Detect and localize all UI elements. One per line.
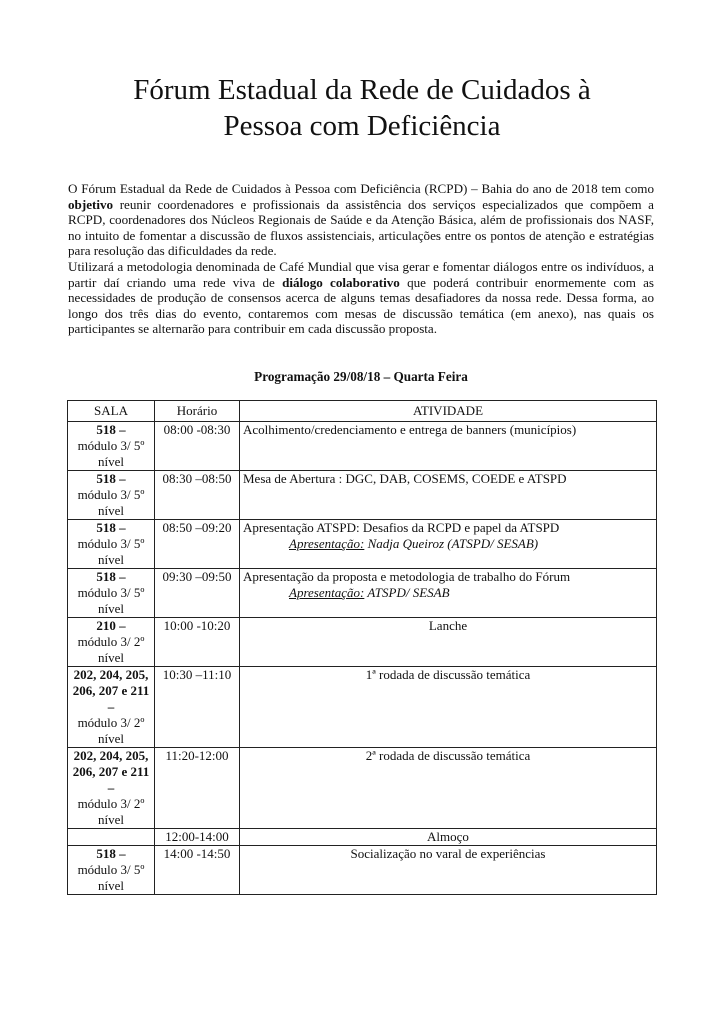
intro-p2-text-b: que poderá contribuir enormemente com as necessidades de produção de consensos acerca de alguns temas desafiadores da nossa rede. Dessa forma, ao longo dos três dias do evento, contaremos com mesas de discussão temática (em anexo), nas quais os participantes se alternarão para contribuir em cada discussão proposta. xyxy=(68,274,654,337)
horario-cell: 10:00 -10:20 xyxy=(155,618,240,667)
table-row xyxy=(68,846,657,895)
sala-location: módulo 3/ 2º nível xyxy=(77,796,145,827)
intro-paragraph-1 xyxy=(68,181,654,259)
atividade-cell xyxy=(240,471,657,520)
sala-cell xyxy=(68,422,155,471)
atividade-text: Socialização no varal de experiências xyxy=(350,846,546,861)
table-row xyxy=(68,667,657,748)
sala-cell xyxy=(68,471,155,520)
sala-location: módulo 3/ 5º nível xyxy=(77,536,145,567)
sala-location: módulo 3/ 5º nível xyxy=(77,487,145,518)
intro-p1-text-a: O Fórum Estadual da Rede de Cuidados à Pessoa com Deficiência (RCPD) – Bahia do ano de 2018 tem como xyxy=(68,181,654,196)
schedule-table xyxy=(67,400,657,895)
horario-cell: 08:00 -08:30 xyxy=(155,422,240,471)
intro-text xyxy=(68,181,654,337)
sala-location: módulo 3/ 5º nível xyxy=(77,438,145,469)
presenter-name: ATSPD/ SESAB xyxy=(364,585,450,600)
sala-location: módulo 3/ 5º nível xyxy=(77,585,145,616)
atividade-text: 1ª rodada de discussão temática xyxy=(365,667,531,682)
document-title xyxy=(60,72,664,144)
sala-cell xyxy=(68,520,155,569)
presenter-line xyxy=(243,585,653,601)
sala-location: módulo 3/ 2º nível xyxy=(77,715,145,746)
sala-location: módulo 3/ 2º nível xyxy=(77,634,145,665)
atividade-text: Acolhimento/credenciamento e entrega de banners (municípios) xyxy=(243,422,577,437)
sala-cell xyxy=(68,569,155,618)
table-row xyxy=(68,422,657,471)
sala-number: 518 – xyxy=(96,846,126,861)
table-row xyxy=(68,618,657,667)
intro-p1-bold: objetivo xyxy=(68,196,114,212)
sala-cell xyxy=(68,846,155,895)
table-row xyxy=(68,471,657,520)
intro-p1-text-b: reunir coordenadores e profissionais da assistência dos serviços especializados que compõem a RCPD, coordenadores dos Núcleos Regionais de Saúde e da Atenção Básica, além de profissionais dos NASF, no intuito de fomentar a discussão de fluxos assistenciais, articulações entre os pontos de atenção e estratégias para resolução das dificuldades da rede. xyxy=(68,196,654,259)
title-line-2: Pessoa com Deficiência xyxy=(223,110,501,142)
atividade-cell xyxy=(240,748,657,829)
sala-location: módulo 3/ 5º nível xyxy=(77,862,145,893)
sala-number: 518 – xyxy=(96,569,126,584)
atividade-cell xyxy=(240,422,657,471)
header-sala: SALA xyxy=(68,401,155,422)
sala-number: 202, 204, 205, 206, 207 e 211 – xyxy=(72,667,150,714)
presenter-line xyxy=(243,536,653,552)
sala-number: 518 – xyxy=(96,520,126,535)
horario-cell: 10:30 –11:10 xyxy=(155,667,240,748)
header-atividade: ATIVIDADE xyxy=(240,401,657,422)
horario-cell: 08:30 –08:50 xyxy=(155,471,240,520)
intro-p2-text-a: Utilizará a metodologia denominada de Café Mundial que visa gerar e fomentar diálogos entre os indivíduos, a partir daí criando uma rede viva de xyxy=(68,258,654,290)
intro-paragraph-2 xyxy=(68,259,654,337)
atividade-text: Mesa de Abertura : DGC, DAB, COSEMS, COEDE e ATSPD xyxy=(243,471,567,486)
title-line-1: Fórum Estadual da Rede de Cuidados à xyxy=(133,74,591,106)
sala-cell xyxy=(68,618,155,667)
schedule-title: Programação 29/08/18 – Quarta Feira xyxy=(254,369,468,384)
atividade-text: 2ª rodada de discussão temática xyxy=(365,748,531,763)
sala-cell xyxy=(68,829,155,846)
intro-p2-bold: diálogo colaborativo xyxy=(282,274,400,290)
atividade-cell xyxy=(240,846,657,895)
atividade-cell xyxy=(240,829,657,846)
horario-cell: 12:00-14:00 xyxy=(155,829,240,846)
presenter-label: Apresentação: xyxy=(289,585,365,600)
table-row xyxy=(68,829,657,846)
sala-cell xyxy=(68,667,155,748)
sala-number: 518 – xyxy=(96,422,126,437)
horario-cell: 11:20-12:00 xyxy=(155,748,240,829)
horario-cell: 08:50 –09:20 xyxy=(155,520,240,569)
sala-number: 210 – xyxy=(96,618,126,633)
atividade-text: Lanche xyxy=(428,618,468,633)
atividade-text: Apresentação ATSPD: Desafios da RCPD e papel da ATSPD xyxy=(243,520,560,535)
table-row xyxy=(68,520,657,569)
atividade-cell xyxy=(240,520,657,569)
atividade-cell xyxy=(240,569,657,618)
table-header-row xyxy=(68,401,657,422)
atividade-text: Apresentação da proposta e metodologia de trabalho do Fórum xyxy=(243,569,571,584)
header-horario: Horário xyxy=(155,401,240,422)
presenter-label: Apresentação: xyxy=(289,536,365,551)
sala-number: 202, 204, 205, 206, 207 e 211 – xyxy=(72,748,150,795)
atividade-cell xyxy=(240,618,657,667)
atividade-cell xyxy=(240,667,657,748)
table-row xyxy=(68,569,657,618)
sala-cell xyxy=(68,748,155,829)
atividade-text: Almoço xyxy=(427,829,469,844)
horario-cell: 09:30 –09:50 xyxy=(155,569,240,618)
presenter-name: Nadja Queiroz (ATSPD/ SESAB) xyxy=(364,536,539,551)
sala-number: 518 – xyxy=(96,471,126,486)
table-row xyxy=(68,748,657,829)
horario-cell: 14:00 -14:50 xyxy=(155,846,240,895)
